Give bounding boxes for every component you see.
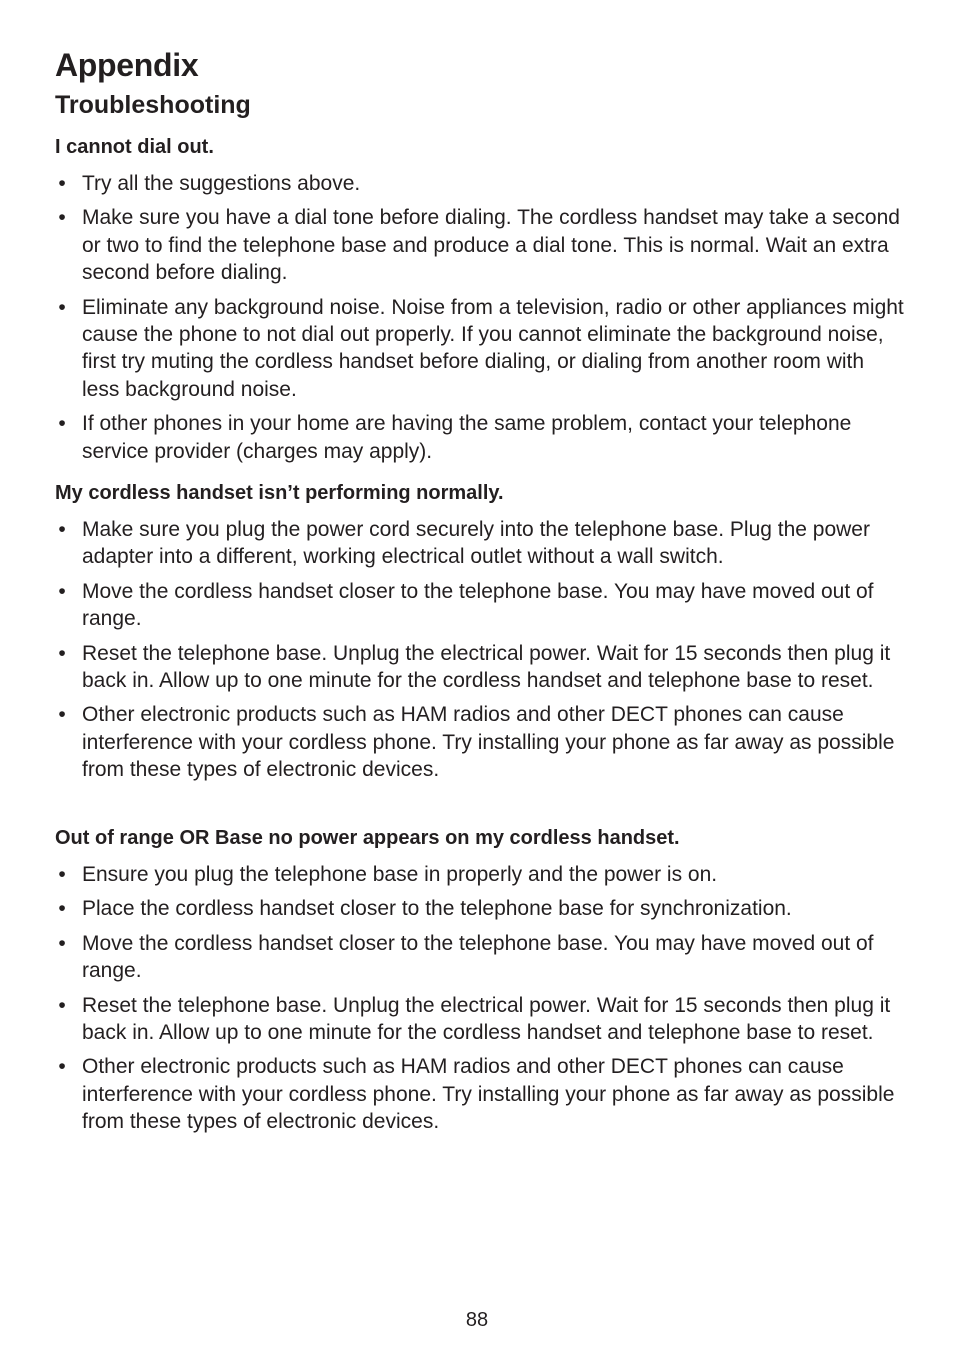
list-item-text: Move the cordless handset closer to the telephone base. You may have moved out of range. [82, 579, 874, 631]
section-handset-not-normal [55, 480, 905, 791]
list-item-text: Other electronic products such as HAM radios and other DECT phones can cause interference with your cordless phone. Try installing your phone as far away as possible from these types of electronic devices. [82, 1055, 895, 1134]
list-item-text: Reset the telephone base. Unplug the electrical power. Wait for 15 seconds then plug it back in. Allow up to one minute for the cordless handset and telephone base to reset. [82, 641, 891, 693]
bullet-list [55, 861, 905, 1136]
list-item [55, 992, 905, 1047]
bullet-icon: • [58, 412, 66, 436]
bullet-icon: • [58, 641, 66, 665]
page-number: 88 [465, 1309, 489, 1331]
section-heading: My cordless handset isn’t performing normally. [55, 482, 504, 504]
list-item-text: Other electronic products such as HAM radios and other DECT phones can cause interference with your cordless phone. Try installing your phone as far away as possible from these types of electronic devices. [82, 703, 895, 782]
list-item [55, 1053, 905, 1135]
list-item [55, 578, 905, 633]
section-out-of-range [55, 825, 905, 1143]
bullet-icon: • [58, 863, 66, 886]
list-item [55, 930, 905, 985]
bullet-icon: • [58, 1055, 66, 1079]
list-item [55, 410, 905, 465]
section-heading: Out of range OR Base no power appears on my cordless handset. [55, 827, 680, 849]
bullet-icon: • [58, 897, 66, 921]
bullet-list [55, 516, 905, 784]
bullet-icon: • [58, 993, 66, 1017]
section-heading: I cannot dial out. [55, 136, 214, 158]
bullet-icon: • [58, 172, 66, 195]
list-item-text: Place the cordless handset closer to the telephone base for synchronization. [82, 897, 792, 921]
list-item-text: If other phones in your home are having the same problem, contact your telephone service provider (charges may apply). [82, 412, 852, 463]
list-item [55, 294, 905, 404]
page-title: Appendix [55, 47, 199, 83]
bullet-icon: • [58, 579, 66, 603]
section-title: Troubleshooting [55, 91, 251, 119]
list-item [55, 170, 905, 197]
list-item [55, 204, 905, 286]
list-item [55, 895, 905, 922]
section-cannot-dial-out [55, 134, 905, 472]
bullet-icon: • [58, 931, 66, 955]
list-item-text: Make sure you plug the power cord securely into the telephone base. Plug the power adapter into a different, working electrical outlet without a wall switch. [82, 518, 870, 569]
bullet-icon: • [58, 206, 66, 230]
list-item-text: Move the cordless handset closer to the telephone base. You may have moved out of range. [82, 931, 874, 983]
bullet-icon: • [58, 703, 66, 727]
list-item-text: Try all the suggestions above. [82, 172, 361, 195]
list-item [55, 861, 905, 888]
list-item-text: Ensure you plug the telephone base in properly and the power is on. [82, 863, 718, 886]
bullet-icon: • [58, 295, 66, 319]
list-item [55, 701, 905, 783]
list-item-text: Reset the telephone base. Unplug the electrical power. Wait for 15 seconds then plug it back in. Allow up to one minute for the cordless handset and telephone base to reset. [82, 993, 891, 1045]
list-item [55, 516, 905, 571]
list-item-text: Make sure you have a dial tone before dialing. The cordless handset may take a second or two to find the telephone base and produce a dial tone. This is normal. Wait an extra second before dialing. [82, 206, 900, 285]
bullet-icon: • [58, 518, 66, 541]
bullet-list [55, 170, 905, 465]
list-item [55, 640, 905, 695]
list-item-text: Eliminate any background noise. Noise from a television, radio or other appliances might cause the phone to not dial out properly. If you cannot eliminate the background noise, first try muting the cordless handset before dialing, or dialing from another room with less background noise. [82, 295, 904, 401]
